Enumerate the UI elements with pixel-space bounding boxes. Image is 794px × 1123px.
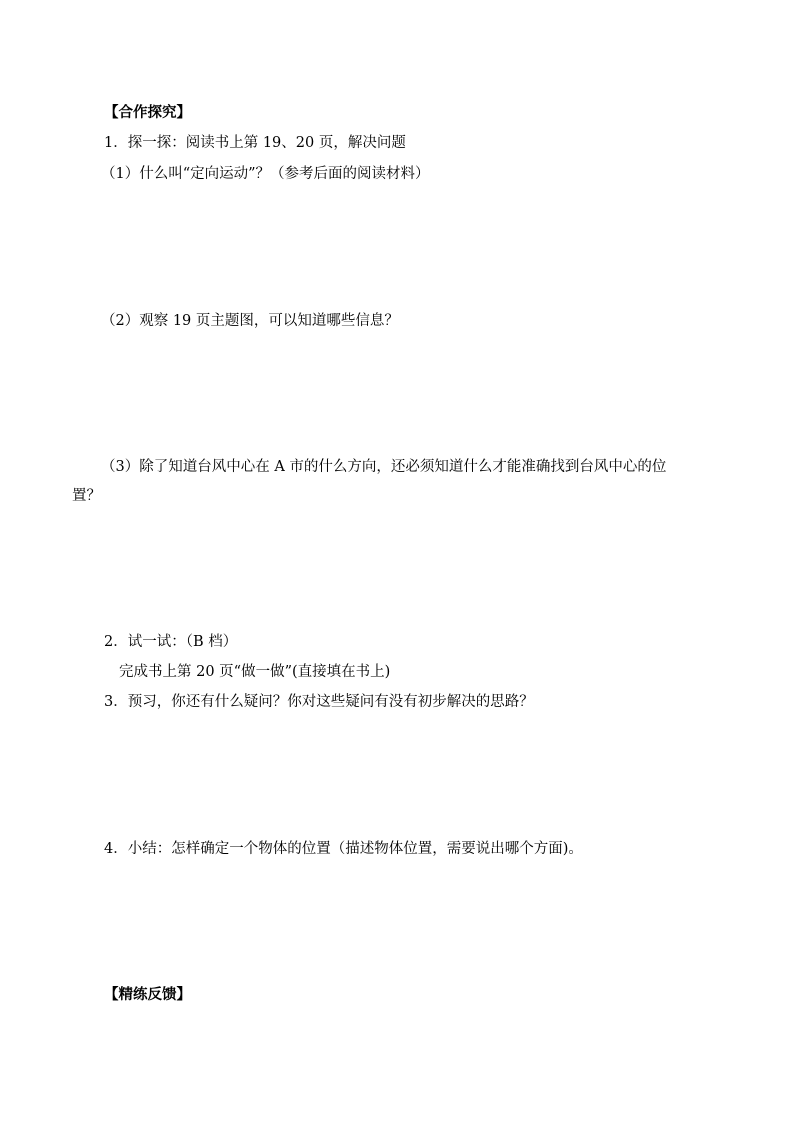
question-2-body: 完成书上第 20 页“做一做”(直接填在书上) xyxy=(119,664,391,680)
cooperative-inquiry-heading: 【合作探究】 xyxy=(104,105,191,121)
question-2-title: 2．试一试：（B 档） xyxy=(104,634,238,650)
question-1-sub-3-line-1: （3）除了知道台风中心在 A 市的什么方向，还必须知道什么才能准确找到台风中心的位 xyxy=(101,459,667,475)
question-1-title: 1．探一探：阅读书上第 19、20 页，解决问题 xyxy=(104,135,406,151)
question-1-sub-2: （2）观察 19 页主题图，可以知道哪些信息？ xyxy=(101,313,399,329)
question-3-title: 3．预习，你还有什么疑问？你对这些疑问有没有初步解决的思路？ xyxy=(104,694,534,710)
practice-feedback-heading: 【精练反馈】 xyxy=(104,987,191,1003)
question-1-sub-1: （1）什么叫“定向运动”？（参考后面的阅读材料） xyxy=(101,166,430,182)
question-1-sub-3-line-2: 置？ xyxy=(72,488,101,504)
question-4-title: 4．小结：怎样确定一个物体的位置（描述物体位置，需要说出哪个方面)。 xyxy=(104,841,583,857)
